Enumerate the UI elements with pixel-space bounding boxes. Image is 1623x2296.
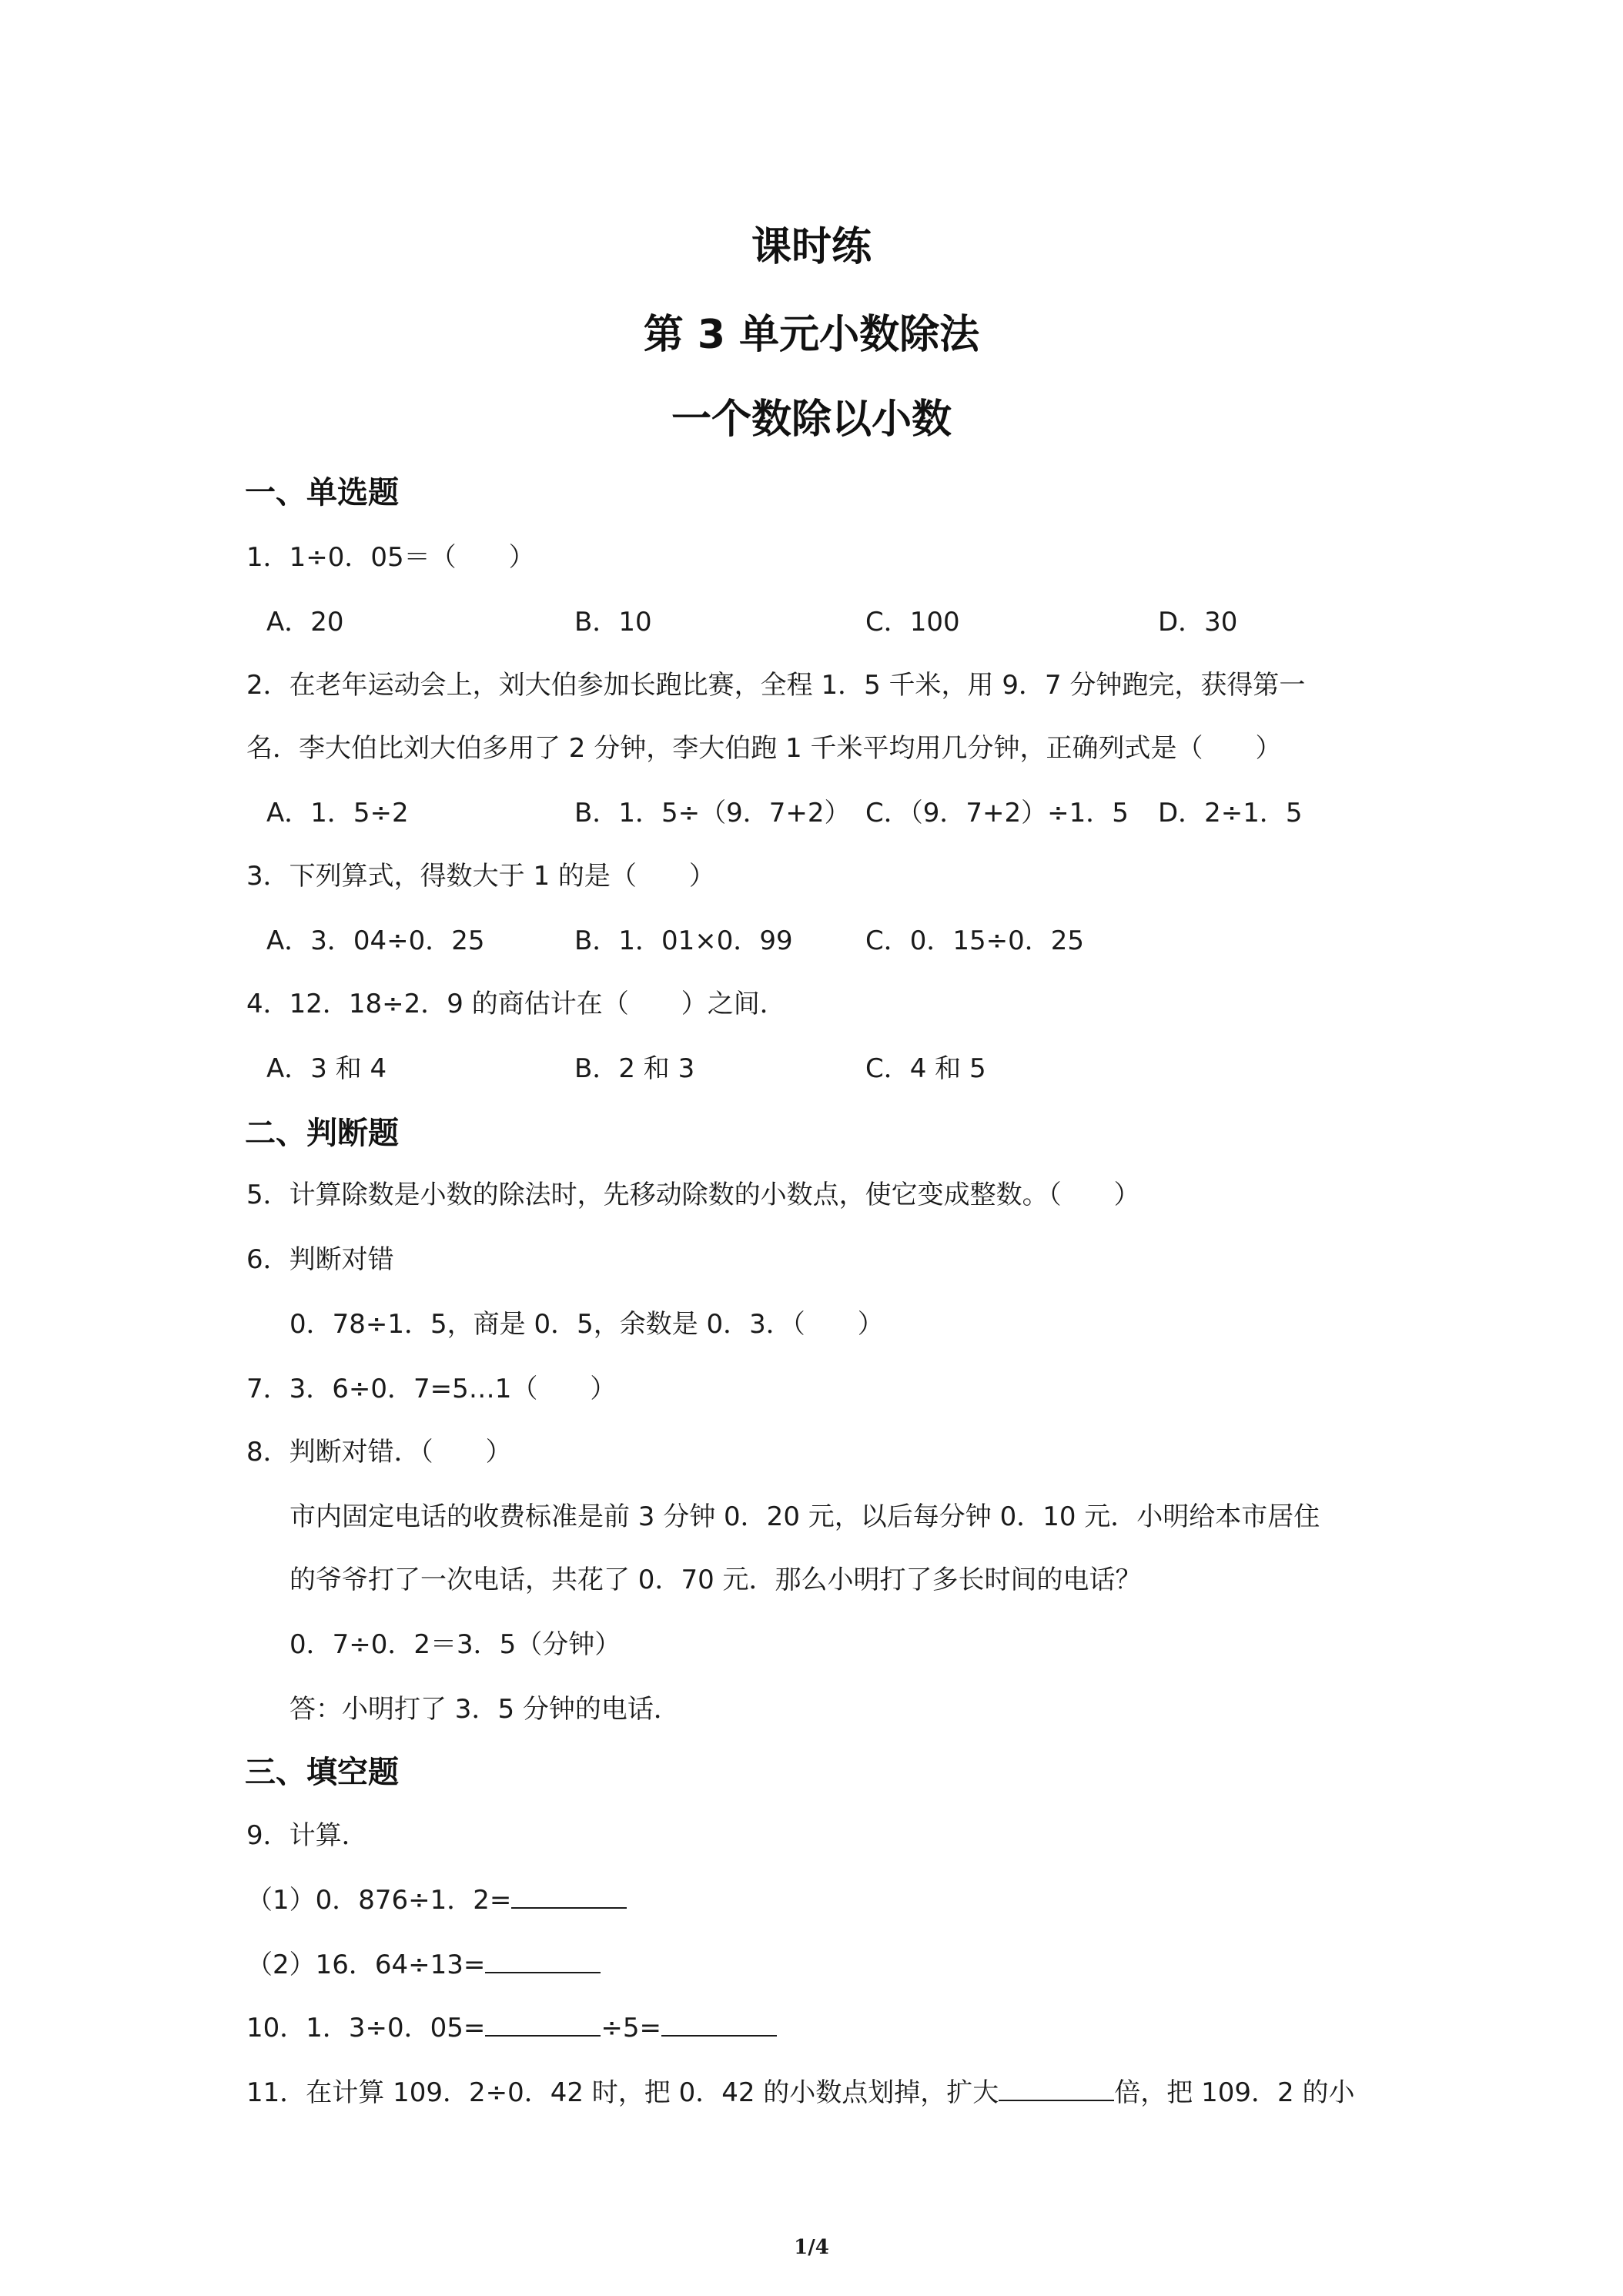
question-2-stem-line-1: 2．在老年运动会上，刘大伯参加长跑比赛，全程 1．5 千米，用 9．7 分钟跑完，获得第一 bbox=[246, 670, 1306, 701]
question-4-option-b: B．2 和 3 bbox=[574, 1053, 695, 1084]
question-3-stem: 3．下列算式，得数大于 1 的是（ ） bbox=[246, 861, 715, 892]
question-10-text-mid: ÷5= bbox=[601, 2013, 662, 2043]
question-10-text-pre: 10．1．3÷0．05= bbox=[246, 2013, 486, 2043]
question-2-option-b: B．1．5÷（9．7+2） bbox=[574, 798, 851, 828]
question-11-text-post: 倍，把 109．2 的小 bbox=[1114, 2077, 1355, 2108]
question-1-option-b: B．10 bbox=[574, 607, 652, 638]
doc-title: 课时练 bbox=[751, 224, 872, 270]
question-2-option-c: C．（9．7+2）÷1．5 bbox=[865, 798, 1129, 828]
question-7-stem: 7．3．6÷0．7=5…1（ ） bbox=[246, 1374, 617, 1404]
unit-title: 第 3 单元小数除法 bbox=[643, 312, 980, 358]
question-9-part-1-text: （1）0．876÷1．2= bbox=[246, 1885, 512, 1916]
question-9-part-1 bbox=[246, 1879, 627, 1916]
section-heading-fill-blank: 三、填空题 bbox=[245, 1755, 399, 1790]
question-1-option-c: C．100 bbox=[865, 607, 960, 638]
lesson-title: 一个数除以小数 bbox=[671, 397, 952, 443]
question-9-part-2-text: （2）16．64÷13= bbox=[246, 1950, 486, 1980]
question-2-option-a: A．1．5÷2 bbox=[266, 798, 409, 828]
answer-blank[interactable] bbox=[999, 2077, 1114, 2101]
question-8-line-4: 答：小明打了 3．5 分钟的电话． bbox=[289, 1694, 680, 1725]
question-4-option-a: A．3 和 4 bbox=[266, 1053, 387, 1084]
question-8-line-2: 的爷爷打了一次电话，共花了 0．70 元．那么小明打了多长时间的电话？ bbox=[289, 1565, 1142, 1595]
question-11 bbox=[246, 2071, 1354, 2109]
question-1-option-d: D．30 bbox=[1158, 607, 1238, 638]
question-8-line-1: 市内固定电话的收费标准是前 3 分钟 0．20 元，以后每分钟 0．10 元．小明给本市居住 bbox=[289, 1501, 1320, 1532]
question-3-option-c: C．0．15÷0．25 bbox=[865, 925, 1085, 956]
question-4-option-c: C．4 和 5 bbox=[865, 1053, 986, 1084]
question-1-stem: 1．1÷0．05＝（ ） bbox=[246, 542, 535, 573]
question-2-option-d: D．2÷1．5 bbox=[1158, 798, 1303, 828]
question-9-part-2 bbox=[246, 1943, 601, 1981]
question-5-stem: 5．计算除数是小数的除法时，先移动除数的小数点，使它变成整数。（ ） bbox=[246, 1180, 1140, 1210]
question-9-stem: 9．计算． bbox=[246, 1820, 368, 1851]
answer-blank[interactable] bbox=[661, 2012, 777, 2037]
question-3-option-a: A．3．04÷0．25 bbox=[266, 925, 485, 956]
answer-blank[interactable] bbox=[485, 2012, 601, 2037]
question-11-text-pre: 11．在计算 109．2÷0．42 时，把 0．42 的小数点划掉，扩大 bbox=[246, 2077, 999, 2108]
question-6-stem: 6．判断对错 bbox=[246, 1244, 394, 1275]
question-2-stem-line-2: 名．李大伯比刘大伯多用了 2 分钟，李大伯跑 1 千米平均用几分钟，正确列式是（ ） bbox=[246, 733, 1282, 764]
question-3-option-b: B．1．01×0．99 bbox=[574, 925, 793, 956]
question-8-line-3: 0．7÷0．2＝3．5（分钟） bbox=[289, 1629, 621, 1660]
answer-blank[interactable] bbox=[485, 1949, 601, 1973]
question-6-body: 0．78÷1．5，商是 0．5，余数是 0．3．（ ） bbox=[289, 1309, 884, 1340]
question-10 bbox=[246, 2006, 777, 2044]
page-number: 1/4 bbox=[794, 2236, 829, 2259]
question-4-stem: 4．12．18÷2．9 的商估计在（ ）之间． bbox=[246, 989, 786, 1019]
question-8-stem: 8．判断对错．（ ） bbox=[246, 1437, 512, 1468]
section-heading-single-choice: 一、单选题 bbox=[245, 475, 399, 510]
answer-blank[interactable] bbox=[511, 1884, 627, 1909]
section-heading-true-false: 二、判断题 bbox=[245, 1116, 399, 1151]
question-1-option-a: A．20 bbox=[266, 607, 344, 638]
